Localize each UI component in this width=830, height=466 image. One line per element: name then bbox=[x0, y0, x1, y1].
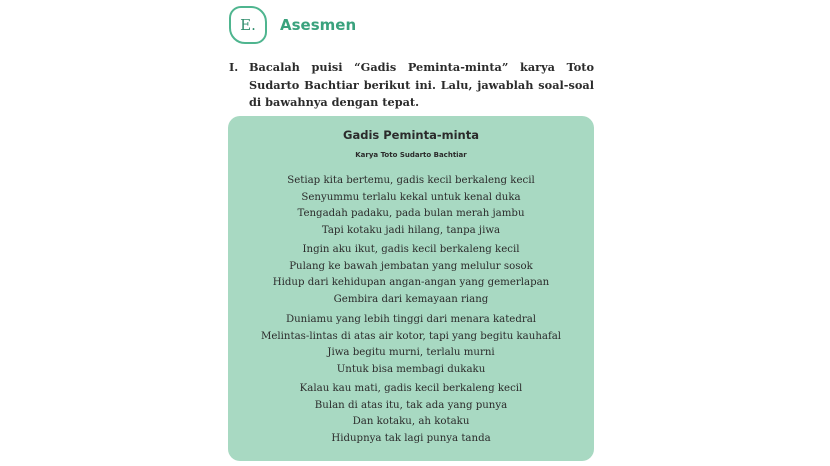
poem-author: Karya Toto Sudarto Bachtiar bbox=[355, 151, 467, 159]
poem-stanza-1 bbox=[228, 173, 594, 239]
section-header bbox=[229, 6, 356, 44]
poem-box bbox=[228, 116, 594, 461]
instruction-number: I. bbox=[229, 60, 239, 74]
section-title: Asesmen bbox=[280, 16, 357, 34]
poem-title: Gadis Peminta-minta bbox=[343, 128, 479, 142]
poem-line: Jiwa begitu murni, terlalu murni bbox=[327, 347, 495, 359]
poem-line: Hidupnya tak lagi punya tanda bbox=[331, 432, 491, 444]
poem-stanza-3 bbox=[228, 312, 594, 378]
poem-stanza-4 bbox=[228, 381, 594, 447]
poem-line: Untuk bisa membagi dukaku bbox=[336, 363, 486, 375]
poem-line: Duniamu yang lebih tinggi dari menara katedral bbox=[285, 314, 537, 325]
poem-line: Senyummu terlalu kekal untuk kenal duka bbox=[301, 191, 521, 203]
instruction-text: Bacalah puisi “Gadis Peminta-minta” karya Toto Sudarto Bachtiar berikut ini. Lalu, jawablah soal-soal di bawahnya dengan tepat. bbox=[249, 60, 594, 109]
poem-line: Setiap kita bertemu, gadis kecil berkaleng kecil bbox=[287, 175, 535, 186]
section-letter-badge bbox=[229, 6, 267, 44]
poem-line: Bulan di atas itu, tak ada yang punya bbox=[314, 399, 508, 411]
poem-line: Tengadah padaku, pada bulan merah jambu bbox=[297, 208, 525, 220]
poem-line: Ingin aku ikut, gadis kecil berkaleng kecil bbox=[302, 244, 520, 255]
poem-line: Tapi kotaku jadi hilang, tanpa jiwa bbox=[321, 224, 501, 236]
poem-line: Gembira dari kemayaan riang bbox=[333, 293, 489, 305]
poem-line: Dan kotaku, ah kotaku bbox=[352, 416, 470, 428]
poem-line: Hidup dari kehidupan angan-angan yang gemerlapan bbox=[272, 277, 550, 289]
poem-line: Pulang ke bawah jembatan yang melulur sosok bbox=[289, 260, 533, 272]
instruction bbox=[229, 59, 594, 112]
section-letter: E. bbox=[240, 16, 256, 34]
poem-line: Kalau kau mati, gadis kecil berkaleng kecil bbox=[299, 383, 523, 394]
poem-line: Melintas-lintas di atas air kotor, tapi yang begitu kauhafal bbox=[260, 330, 562, 342]
poem-stanza-2 bbox=[228, 242, 594, 308]
